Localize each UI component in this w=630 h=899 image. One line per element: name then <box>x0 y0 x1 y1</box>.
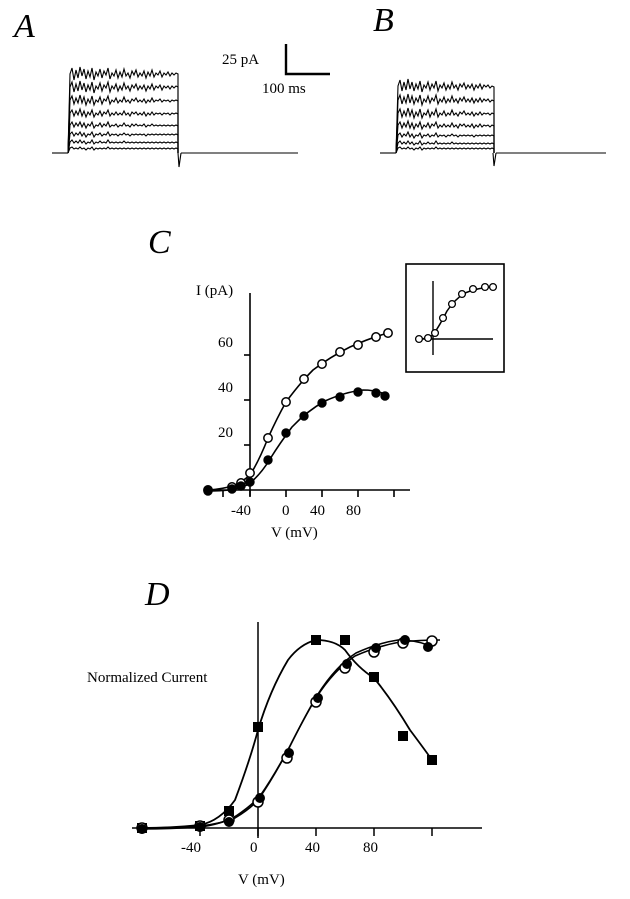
panel-a-svg <box>50 30 300 170</box>
panel-d-x-tick-40: 40 <box>305 840 320 856</box>
panel-c-x-tick-0: 0 <box>282 503 290 519</box>
scale-bar-current-label: 25 pA <box>222 52 260 68</box>
panel-c-inset-svg <box>405 263 505 373</box>
panel-d-svg <box>110 610 510 860</box>
panel-b-svg <box>378 58 608 170</box>
panel-d-square-markers <box>137 635 437 833</box>
panel-d-chart <box>110 610 510 860</box>
panel-d-x-axis-label: V (mV) <box>238 872 285 888</box>
panel-label-d: D <box>145 576 170 613</box>
panel-d-x-tick-0: 0 <box>250 840 258 856</box>
panel-d-open-markers <box>137 636 437 833</box>
panel-c-x-tick-40: 40 <box>310 503 325 519</box>
panel-d-filled-curve <box>142 640 428 829</box>
panel-label-a: A <box>14 8 35 45</box>
scale-bar-time-label: 100 ms <box>262 81 306 97</box>
panel-d-x-tick-80: 80 <box>363 840 378 856</box>
panel-c-open-markers <box>204 329 392 494</box>
panel-c-inset <box>405 263 505 373</box>
panel-c-x-tick-neg40: -40 <box>231 503 251 519</box>
panel-c-svg <box>175 275 425 525</box>
panel-d-x-tick-neg40: -40 <box>181 840 201 856</box>
panel-label-b: B <box>373 2 394 39</box>
panel-c-y-tick-40: 40 <box>218 380 233 396</box>
scale-bar-svg <box>278 42 334 82</box>
panel-d-y-axis-label: Normalized Current <box>87 670 208 686</box>
panel-c-chart <box>175 275 425 525</box>
panel-a-traces <box>50 30 300 170</box>
panel-c-y-tick-20: 20 <box>218 425 233 441</box>
panel-d-open-curve <box>142 640 440 828</box>
panel-c-y-tick-60: 60 <box>218 335 233 351</box>
panel-b-traces <box>378 58 608 170</box>
scale-bar <box>278 42 334 82</box>
panel-c-filled-curve <box>208 390 385 491</box>
inset-border <box>406 264 504 372</box>
panel-label-c: C <box>148 224 171 261</box>
panel-c-x-axis-label: V (mV) <box>271 525 318 541</box>
panel-c-open-curve <box>208 333 388 490</box>
panel-d-squares-curve <box>142 640 432 828</box>
panel-c-x-tick-80: 80 <box>346 503 361 519</box>
panel-c-y-axis-label: I (pA) <box>196 283 234 299</box>
